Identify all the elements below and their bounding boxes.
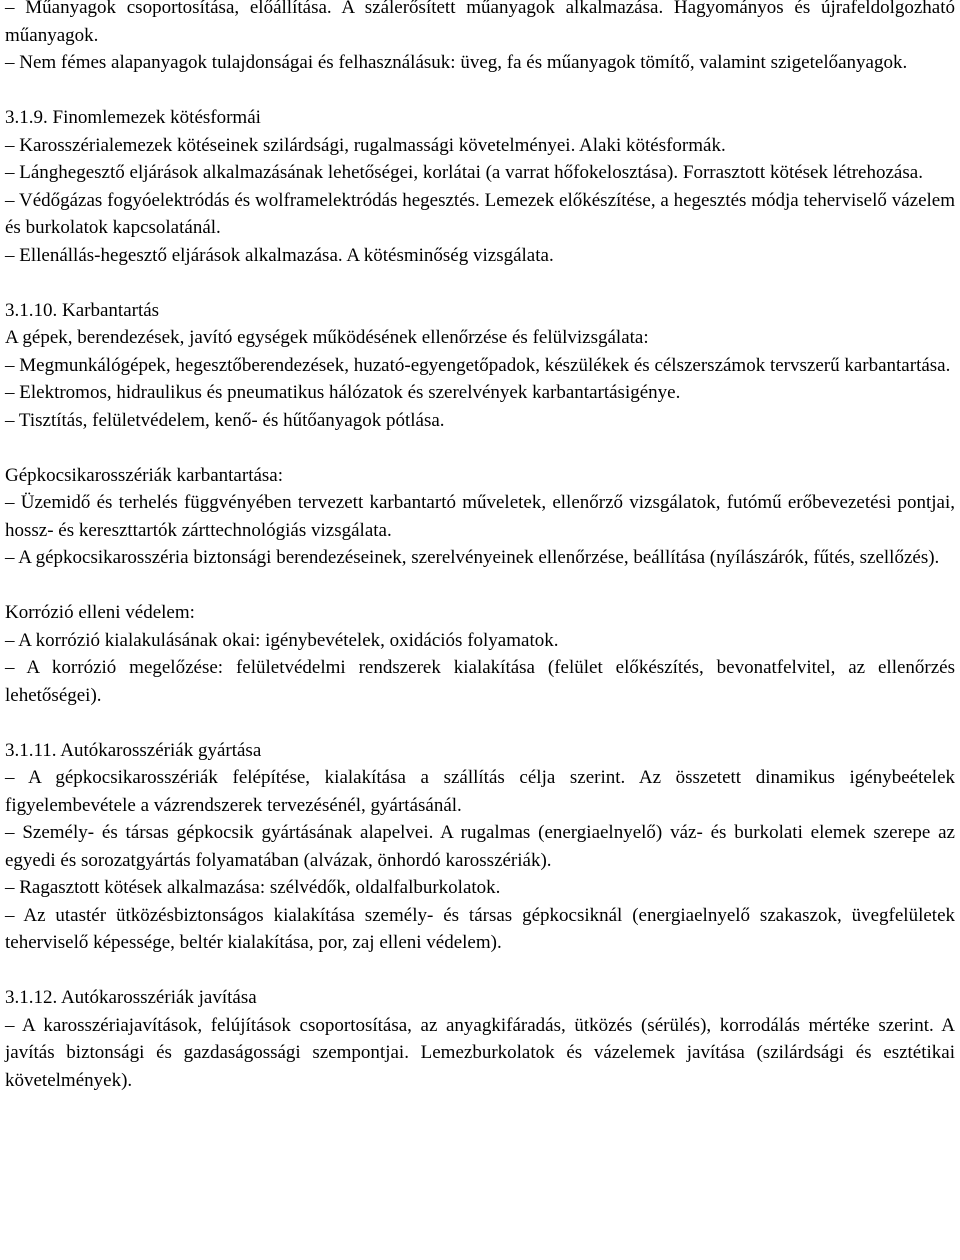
- paragraph-corrosion-causes: – A korrózió kialakulásának okai: igénybevételek, oxidációs folyamatok.: [5, 629, 559, 651]
- paragraph-network-maintenance: – Elektromos, hidraulikus és pneumatikus hálózatok és szerelvények karbantartásigénye.: [5, 382, 681, 403]
- paragraph-machine-maintenance: – Megmunkálógépek, hegesztőberendezések, huzató-egyengetőpadok, készülékek és célszerszámok tervszerű karbantartása.: [5, 354, 951, 376]
- paragraph-safety-equipment: – A gépkocsikarosszéria biztonsági berendezéseinek, szerelvényeinek ellenőrzése, beállítása (nyílászárók, fűtés, szellőzés).: [5, 547, 940, 568]
- paragraph-cleaning: – Tisztítás, felületvédelem, kenő- és hűtőanyagok pótlása.: [5, 409, 445, 431]
- paragraph-operation-maintenance: – Üzemidő és terhelés függvényében tervezett karbantartó műveletek, ellenőrző vizsgálatok, futómű erőbevezetési pontjai, hossz- és kereszttartók zárttechnológiás vizsgálata.: [5, 492, 955, 541]
- spacer: [5, 572, 955, 600]
- paragraph-corrosion-prevention: – A korrózió megelőzése: felületvédelmi rendszerek kialakítása (felület előkészítés, bevonatfelvitel, az ellenőrzés lehetőségei).: [5, 657, 955, 706]
- section-heading-3-1-12: 3.1.12. Autókarosszériák javítása: [5, 987, 257, 1008]
- spacer: [5, 957, 955, 985]
- paragraph-body-structure: – A gépkocsikarosszériák felépítése, kialakítása a szállítás célja szerint. Az összetett dinamikus igénybeételek figyelembevétele a vázrendszerek tervezésénél, gyártásánál.: [5, 767, 955, 816]
- paragraph-body-sheet-joints: – Karosszérialemezek kötéseinek szilárdsági, rugalmassági követelményei. Alaki kötésformák.: [5, 134, 726, 156]
- paragraph-shielded-welding: – Védőgázas fogyóelektródás és wolframelektródás hegesztés. Lemezek előkészítése, a hegesztés módja teherviselő vázelem és burkolatok kapcsolatánál.: [5, 189, 955, 238]
- section-heading-3-1-11: 3.1.11. Autókarosszériák gyártása: [5, 739, 262, 761]
- paragraph-gas-welding: – Lánghegesztő eljárások alkalmazásának lehetőségei, korlátai (a varrat hőfokelosztása). Forrasztott kötések létrehozása.: [5, 162, 923, 183]
- paragraph-plastics: – Műanyagok csoportosítása, előállítása. A szálerősített műanyagok alkalmazása. Hagyományos és újrafeldolgozható műanyagok.: [5, 0, 955, 46]
- section-heading-3-1-10: 3.1.10. Karbantartás: [5, 299, 160, 321]
- paragraph-body-repair: – A karosszériajavítások, felújítások csoportosítása, az anyagkifáradás, ütközés (sérülés), korrodálás mértéke szerint. A javítás biztonsági és gazdaságossági szempontjai. Lemezburkolatok és vázelemek javítása (szilárdsági és esztétikai követelmények).: [5, 1014, 955, 1091]
- spacer: [5, 269, 955, 297]
- paragraph-crash-safety: – Az utastér ütközésbiztonságos kialakítása személy- és társas gépkocsiknál (energiaelnyelő szakaszok, üvegfelületek teherviselő képessége, beltér kialakítása, por, zaj elleni védelem).: [5, 904, 955, 953]
- paragraph-manufacturing-principles: – Személy- és társas gépkocsik gyártásának alapelvei. A rugalmas (energiaelnyelő) váz- és burkolati elemek szerepe az egyedi és sorozatgyártás folyamatában (alvázak, önhordó karosszériák).: [5, 822, 955, 871]
- spacer: [5, 434, 955, 462]
- subheading-corrosion-protection: Korrózió elleni védelem:: [5, 602, 195, 623]
- paragraph-resistance-welding: – Ellenállás-hegesztő eljárások alkalmazása. A kötésminőség vizsgálata.: [5, 244, 554, 266]
- paragraph-maintenance-intro: A gépek, berendezések, javító egységek működésének ellenőrzése és felülvizsgálata:: [5, 327, 649, 348]
- paragraph-adhesive-joints: – Ragasztott kötések alkalmazása: szélvédők, oldalfalburkolatok.: [5, 877, 501, 898]
- spacer: [5, 709, 955, 737]
- subheading-car-body-maintenance: Gépkocsikarosszériák karbantartása:: [5, 464, 284, 486]
- section-heading-3-1-9: 3.1.9. Finomlemezek kötésformái: [5, 107, 261, 128]
- spacer: [5, 77, 955, 105]
- paragraph-nonmetal: – Nem fémes alapanyagok tulajdonságai és felhasználásuk: üveg, fa és műanyagok tömítő, valamint szigetelőanyagok.: [5, 52, 908, 73]
